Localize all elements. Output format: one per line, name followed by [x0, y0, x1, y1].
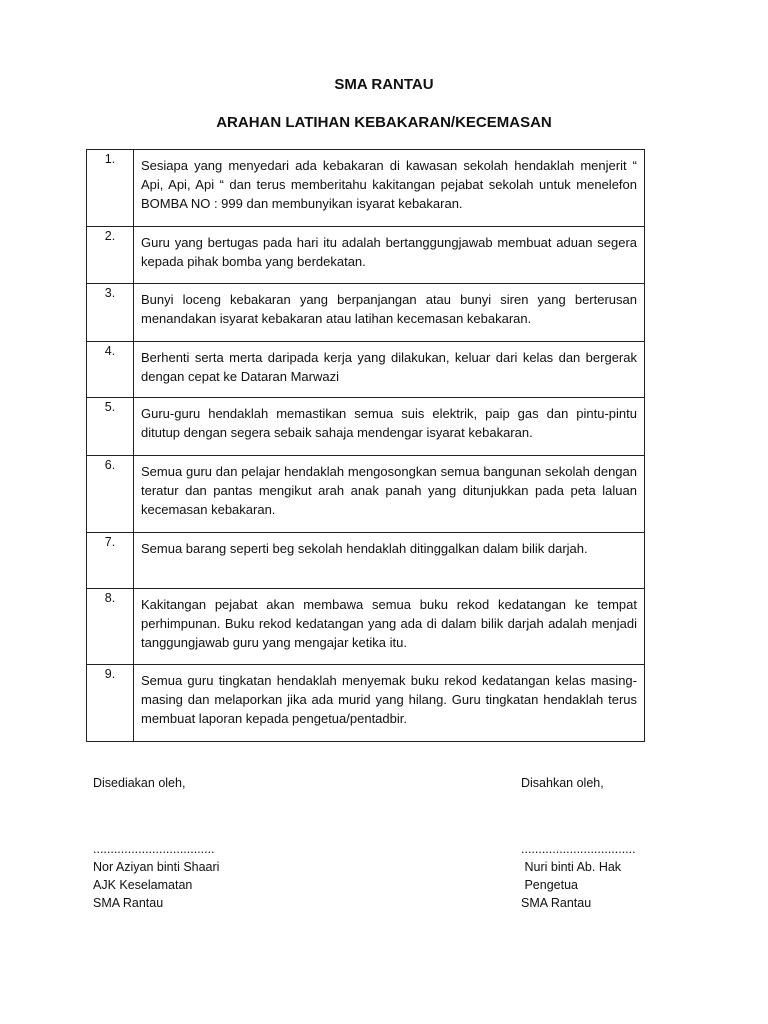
- preparer-org: SMA Rantau: [93, 896, 164, 910]
- rule-text: Semua barang seperti beg sekolah hendaklah ditinggalkan dalam bilik darjah.: [134, 533, 645, 589]
- signature-line: .................................: [521, 842, 636, 856]
- rule-number: 8.: [87, 589, 134, 665]
- rule-number: 1.: [87, 150, 134, 227]
- table-row: [87, 533, 645, 589]
- preparer-role: AJK Keselamatan: [93, 878, 193, 892]
- rule-text: Kakitangan pejabat akan membawa semua buku rekod kedatangan ke tempat perhimpunan. Buku rekod kedatangan yang ada di dalam bilik darjah adalah menjadi tanggungjawab guru yang mengajar ketika itu.: [134, 589, 645, 665]
- approver-name: Nuri binti Ab. Hak: [521, 860, 622, 874]
- school-title: SMA RANTAU: [334, 76, 434, 93]
- approver-role: Pengetua: [521, 878, 578, 892]
- rule-number: 6.: [87, 456, 134, 533]
- rule-text: Bunyi loceng kebakaran yang berpanjangan atau bunyi siren yang berterusan menandakan isyarat kebakaran atau latihan kecemasan kebakaran.: [134, 284, 645, 342]
- table-row: [87, 665, 645, 742]
- table-row: [87, 150, 645, 227]
- rule-text: Semua guru dan pelajar hendaklah mengosongkan semua bangunan sekolah dengan teratur dan pantas mengikut arah anak panah yang ditunjukkan pada peta laluan kecemasan kebakaran.: [134, 456, 645, 533]
- table-row: [87, 398, 645, 456]
- rule-text: Guru yang bertugas pada hari itu adalah bertanggungjawab membuat aduan segera kepada pihak bomba yang berdekatan.: [134, 227, 645, 284]
- prepared-by-label: Disediakan oleh,: [93, 776, 186, 790]
- table-row: [87, 284, 645, 342]
- table-row: [87, 342, 645, 398]
- table-row: [87, 589, 645, 665]
- table-row: [87, 456, 645, 533]
- prepared-by-block: [93, 774, 219, 912]
- rule-number: 3.: [87, 284, 134, 342]
- preparer-name: Nor Aziyan binti Shaari: [93, 860, 220, 874]
- signature-line: ...................................: [93, 842, 215, 856]
- rule-number: 7.: [87, 533, 134, 589]
- rule-text: Sesiapa yang menyedari ada kebakaran di kawasan sekolah hendaklah menjerit “ Api, Api, Api “ dan terus memberitahu kakitangan pejabat sekolah untuk menelefon BOMBA NO : 999 dan membunyikan isyarat kebakaran.: [134, 150, 645, 227]
- rules-table: [86, 149, 645, 742]
- rule-text: Semua guru tingkatan hendaklah menyemak buku rekod kedatangan kelas masing-masing dan melaporkan jika ada murid yang hilang. Guru tingkatan hendaklah terus membuat laporan kepada pengetua/pentadbir.: [134, 665, 645, 742]
- rule-number: 4.: [87, 342, 134, 398]
- rule-number: 5.: [87, 398, 134, 456]
- approved-by-block: [521, 774, 636, 912]
- approved-by-label: Disahkan oleh,: [521, 776, 604, 790]
- rule-number: 9.: [87, 665, 134, 742]
- table-row: [87, 227, 645, 284]
- rule-text: Guru-guru hendaklah memastikan semua suis elektrik, paip gas dan pintu-pintu ditutup dengan segera sebaik sahaja mendengar isyarat kebakaran.: [134, 398, 645, 456]
- rule-text: Berhenti serta merta daripada kerja yang dilakukan, keluar dari kelas dan bergerak dengan cepat ke Dataran Marwazi: [134, 342, 645, 398]
- document-title: ARAHAN LATIHAN KEBAKARAN/KECEMASAN: [216, 114, 552, 131]
- rule-number: 2.: [87, 227, 134, 284]
- approver-org: SMA Rantau: [521, 896, 592, 910]
